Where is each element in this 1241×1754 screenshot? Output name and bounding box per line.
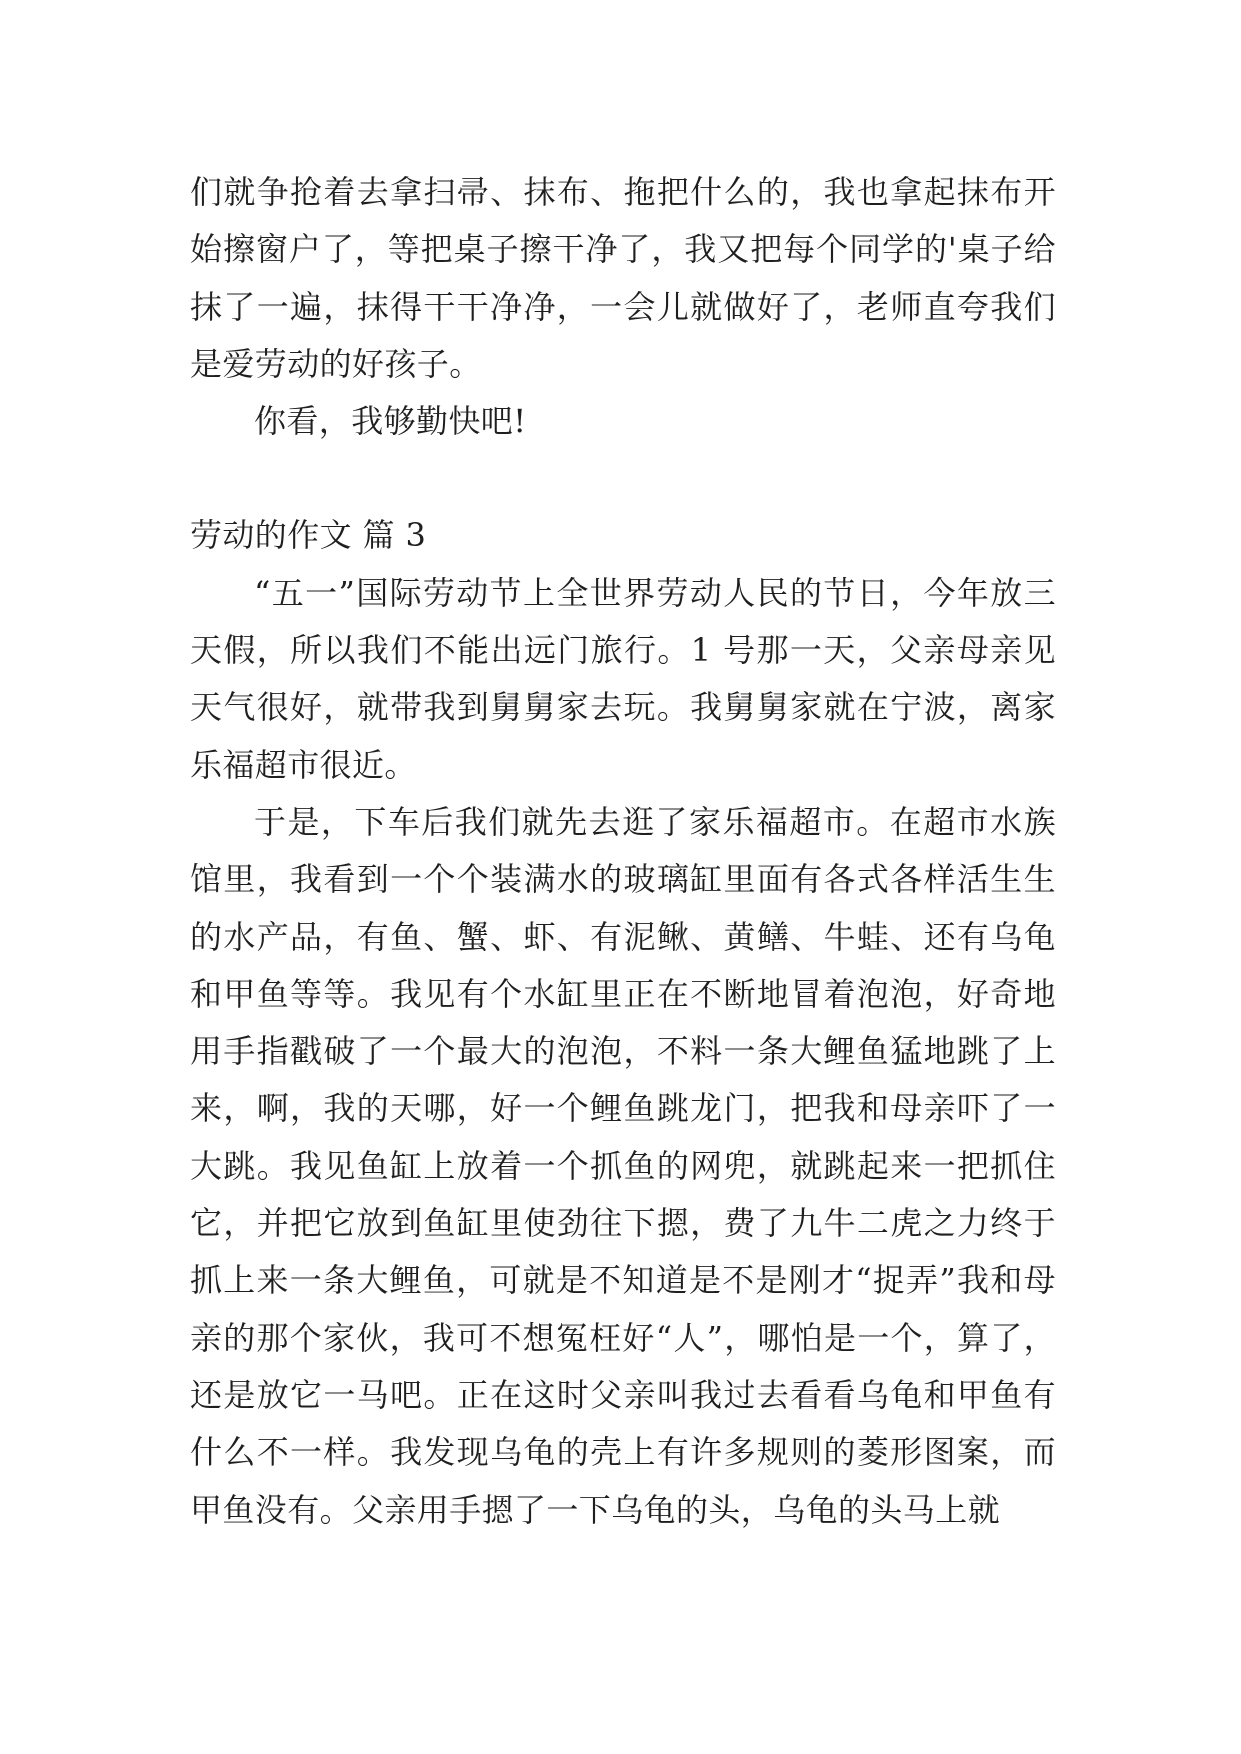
section-spacer [190,450,1056,507]
paragraph-4: 于是，下车后我们就先去逛了家乐福超市。在超市水族馆里，我看到一个个装满水的玻璃缸里面有各式各样活生生的水产品，有鱼、蟹、虾、有泥鳅、黄鳝、牛蛙、还有乌龟和甲鱼等等。我见有个水缸里正在不断地冒着泡泡，好奇地用手指戳破了一个最大的泡泡，不料一条大鲤鱼猛地跳了上来，啊，我的天哪，好一个鲤鱼跳龙门，把我和母亲吓了一大跳。我见鱼缸上放着一个抓鱼的网兜，就跳起来一把抓住它，并把它放到鱼缸里使劲往下摁，费了九牛二虎之力终于抓上来一条大鲤鱼，可就是不知道是不是刚才“捉弄”我和母亲的那个家伙，我可不想冤枉好“人”，哪怕是一个，算了，还是放它一马吧。正在这时父亲叫我过去看看乌龟和甲鱼有什么不一样。我发现乌龟的壳上有许多规则的菱形图案，而甲鱼没有。父亲用手摁了一下乌龟的头，乌龟的头马上就 [190,802,1056,1529]
paragraph-1: 们就争抢着去拿扫帚、抹布、拖把什么的，我也拿起抹布开始擦窗户了，等把桌子擦干净了，我又把每个同学的'桌子给抹了一遍，抹得干干净净，一会儿就做好了，老师直夸我们是爱劳动的好孩子。 [190,173,1056,383]
section-heading: 劳动的作文 篇 3 [190,516,427,555]
paragraph-2: 你看，我够勤快吧! [254,402,527,441]
paragraph-3: “五一”国际劳动节上全世界劳动人民的节日，今年放三天假，所以我们不能出远门旅行。1 号那一天，父亲母亲见天气很好，就带我到舅舅家去玩。我舅舅家就在宁波，离家乐福超市很近。 [190,573,1056,784]
document-body [190,164,1056,1539]
